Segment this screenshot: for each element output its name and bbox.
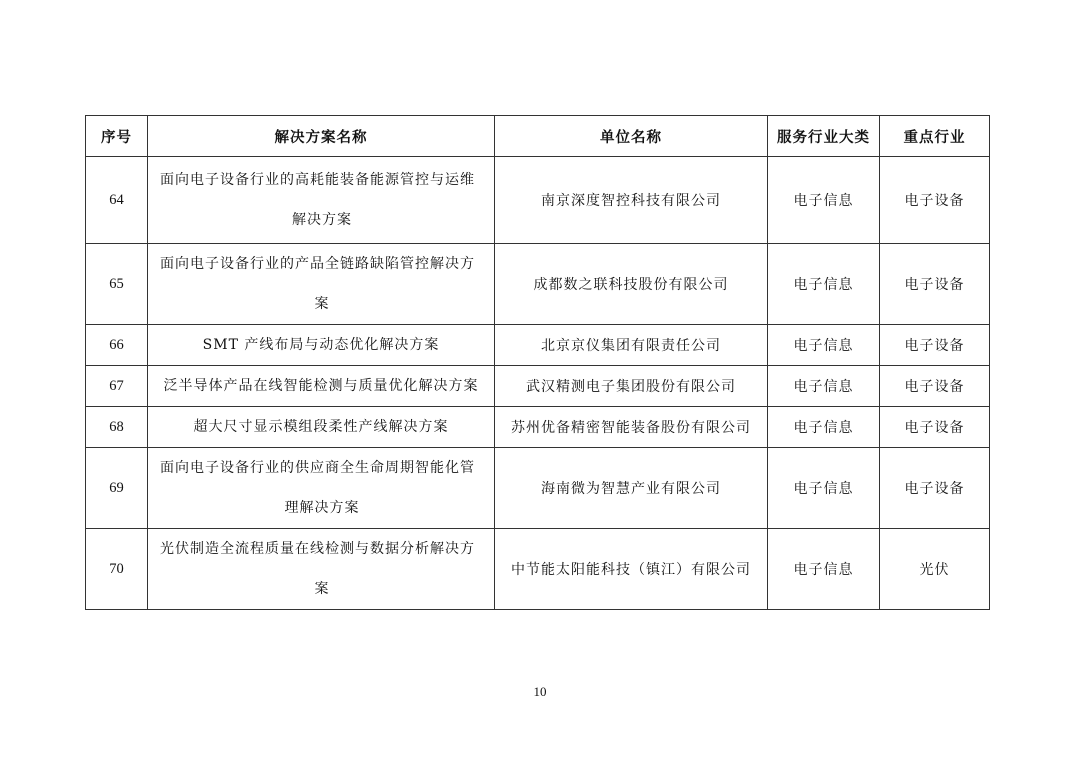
key-industry: 电子设备 bbox=[880, 325, 990, 366]
table-header-row bbox=[86, 116, 990, 157]
key-industry: 光伏 bbox=[880, 529, 990, 610]
solution-name-line: 面向电子设备行业的高耗能装备能源管控与运维 bbox=[160, 172, 475, 188]
solution-name-line: 面向电子设备行业的产品全链路缺陷管控解决方 bbox=[160, 256, 475, 272]
table-row bbox=[86, 157, 990, 244]
solutions-table-container bbox=[85, 115, 989, 610]
row-number: 70 bbox=[86, 529, 148, 610]
key-industry: 电子设备 bbox=[880, 157, 990, 244]
service-category: 电子信息 bbox=[768, 407, 880, 448]
key-industry: 电子设备 bbox=[880, 366, 990, 407]
organization-name: 南京深度智控科技有限公司 bbox=[495, 157, 768, 244]
table-row bbox=[86, 366, 990, 407]
solution-name-line: 面向电子设备行业的供应商全生命周期智能化管 bbox=[160, 460, 475, 476]
service-category: 电子信息 bbox=[768, 244, 880, 325]
solution-name-line: 案 bbox=[314, 581, 330, 597]
solution-name-line: 理解决方案 bbox=[284, 500, 360, 516]
solution-name-line: 光伏制造全流程质量在线检测与数据分析解决方 bbox=[160, 541, 475, 557]
service-category: 电子信息 bbox=[768, 529, 880, 610]
solution-name-line: 案 bbox=[314, 296, 330, 312]
header-organization-name: 单位名称 bbox=[495, 116, 768, 157]
solution-name bbox=[148, 157, 495, 244]
header-solution-name: 解决方案名称 bbox=[148, 116, 495, 157]
solution-name-line: 解决方案 bbox=[292, 212, 352, 228]
row-number: 65 bbox=[86, 244, 148, 325]
key-industry: 电子设备 bbox=[880, 407, 990, 448]
solution-name: 泛半导体产品在线智能检测与质量优化解决方案 bbox=[148, 366, 495, 407]
service-category: 电子信息 bbox=[768, 157, 880, 244]
row-number: 68 bbox=[86, 407, 148, 448]
key-industry: 电子设备 bbox=[880, 244, 990, 325]
service-category: 电子信息 bbox=[768, 325, 880, 366]
table-row bbox=[86, 448, 990, 529]
row-number: 66 bbox=[86, 325, 148, 366]
table-row bbox=[86, 529, 990, 610]
header-key-industry: 重点行业 bbox=[880, 116, 990, 157]
header-service-category: 服务行业大类 bbox=[768, 116, 880, 157]
organization-name: 海南微为智慧产业有限公司 bbox=[495, 448, 768, 529]
row-number: 69 bbox=[86, 448, 148, 529]
solution-name: SMT 产线布局与动态优化解决方案 bbox=[148, 325, 495, 366]
organization-name: 成都数之联科技股份有限公司 bbox=[495, 244, 768, 325]
organization-name: 中节能太阳能科技（镇江）有限公司 bbox=[495, 529, 768, 610]
row-number: 64 bbox=[86, 157, 148, 244]
solution-name: 超大尺寸显示模组段柔性产线解决方案 bbox=[148, 407, 495, 448]
solution-name bbox=[148, 529, 495, 610]
service-category: 电子信息 bbox=[768, 366, 880, 407]
organization-name: 苏州优备精密智能装备股份有限公司 bbox=[495, 407, 768, 448]
page-number: 10 bbox=[533, 684, 547, 699]
table-row bbox=[86, 407, 990, 448]
solutions-table bbox=[85, 115, 990, 610]
solution-name bbox=[148, 448, 495, 529]
header-serial-number: 序号 bbox=[86, 116, 148, 157]
organization-name: 武汉精测电子集团股份有限公司 bbox=[495, 366, 768, 407]
key-industry: 电子设备 bbox=[880, 448, 990, 529]
service-category: 电子信息 bbox=[768, 448, 880, 529]
row-number: 67 bbox=[86, 366, 148, 407]
table-row bbox=[86, 325, 990, 366]
organization-name: 北京京仪集团有限责任公司 bbox=[495, 325, 768, 366]
solution-name bbox=[148, 244, 495, 325]
table-row bbox=[86, 244, 990, 325]
